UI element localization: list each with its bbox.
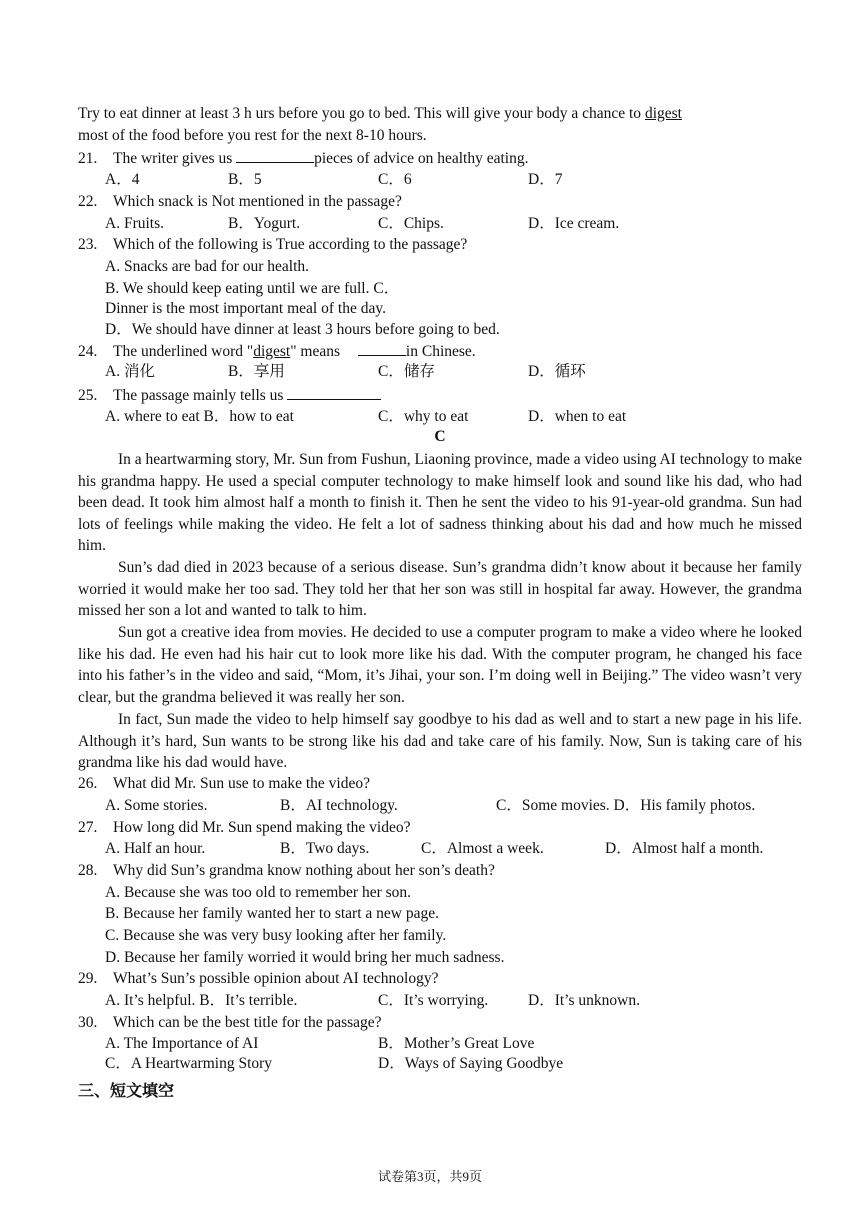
intro-line-2: most of the food before you rest for the next 8-10 hours. [78, 127, 427, 144]
intro-text: Try to eat dinner at least 3 h urs before you go to bed. This will give your body a chance to [78, 105, 645, 122]
question-text: Why did Sun’s grandma know nothing about her son’s death? [113, 862, 495, 879]
option-29-d[interactable]: D．It’s unknown. [528, 992, 640, 1009]
option-30-d[interactable]: D．Ways of Saying Goodbye [378, 1055, 564, 1072]
question-27 [78, 818, 411, 838]
option-27-d[interactable]: D．Almost half a month. [605, 840, 764, 857]
question-22 [78, 192, 402, 212]
question-24 [78, 341, 476, 362]
option-21-a[interactable]: A．4 [105, 171, 140, 188]
option-22-d[interactable]: D．Ice cream. [528, 215, 620, 232]
question-text: The writer gives us [113, 150, 237, 167]
option-30-c[interactable]: C．A Heartwarming Story [105, 1055, 273, 1072]
section-heading-3: 三、短文填空 [78, 1081, 175, 1100]
option-23-d[interactable]: D．We should have dinner at least 3 hours before going to bed. [105, 321, 500, 338]
option-30-a[interactable]: A. The Importance of AI [105, 1035, 259, 1052]
answer-blank [287, 385, 381, 400]
question-text: Which of the following is True according to the passage? [113, 236, 468, 253]
option-24-c[interactable]: C．储存 [378, 363, 435, 380]
option-23-c[interactable]: Dinner is the most important meal of the day. [105, 300, 386, 317]
option-24-b[interactable]: B．享用 [228, 363, 285, 380]
question-text: The underlined word " [113, 343, 254, 360]
option-29-c[interactable]: C．It’s worrying. [378, 992, 489, 1009]
passage-paragraph-3: Sun got a creative idea from movies. He decided to use a computer program to make a video where he looked like his dad. He even had his hair cut to look more like his dad. With the computer program, he changed his face into his father’s in the video and said, “Mom, it’s Jihai, your son. I’m doing well in Beijing.” The video wasn’t very clear, but the grandma believed it was really her son. [78, 624, 802, 706]
question-26 [78, 774, 370, 794]
question-text: How long did Mr. Sun spend making the video? [113, 819, 411, 836]
question-text-tail: pieces of advice on healthy eating. [314, 150, 529, 167]
option-29-a-b[interactable]: A. It’s helpful. B．It’s terrible. [105, 992, 298, 1009]
question-number: 27. [78, 819, 98, 836]
question-25 [78, 385, 381, 406]
question-text: Which can be the best title for the passage? [113, 1014, 382, 1031]
question-21 [78, 148, 528, 169]
question-number: 29. [78, 970, 98, 987]
section-heading-c: C [434, 428, 446, 445]
answer-blank [358, 341, 406, 356]
option-28-c[interactable]: C. Because she was very busy looking after her family. [105, 927, 447, 944]
option-22-a[interactable]: A. Fruits. [105, 215, 164, 232]
underlined-word: digest [253, 343, 291, 360]
option-25-c[interactable]: C．why to eat [378, 408, 469, 425]
intro-line-1 [78, 104, 802, 124]
option-23-a[interactable]: A. Snacks are bad for our health. [105, 258, 310, 275]
option-24-a[interactable]: A. 消化 [105, 363, 155, 380]
question-number: 23. [78, 236, 98, 253]
passage-paragraph-2: Sun’s dad died in 2023 because of a serious disease. Sun’s grandma didn’t know about it because her family worried it would make her too sad. They told her that her son was still in hospital far away. However, the grandma missed her son a lot and wanted to talk to him. [78, 559, 802, 620]
question-number: 30. [78, 1014, 98, 1031]
option-28-a[interactable]: A. Because she was too old to remember her son. [105, 884, 412, 901]
option-26-a[interactable]: A. Some stories. [105, 797, 208, 814]
option-27-c[interactable]: C．Almost a week. [421, 840, 544, 857]
page-footer: 试卷第3页，共9页 [377, 1169, 482, 1184]
option-21-d[interactable]: D．7 [528, 171, 563, 188]
question-29 [78, 969, 438, 989]
question-28 [78, 861, 495, 881]
option-28-d[interactable]: D. Because her family worried it would bring her much sadness. [105, 949, 505, 966]
question-text: Which snack is Not mentioned in the passage? [113, 193, 402, 210]
option-22-c[interactable]: C．Chips. [378, 215, 444, 232]
option-28-b[interactable]: B. Because her family wanted her to start a new page. [105, 905, 439, 922]
option-27-b[interactable]: B．Two days. [280, 840, 370, 857]
question-number: 22. [78, 193, 98, 210]
question-number: 24. [78, 343, 98, 360]
option-27-a[interactable]: A. Half an hour. [105, 840, 206, 857]
option-25-d[interactable]: D．when to eat [528, 408, 627, 425]
option-24-d[interactable]: D．循环 [528, 363, 586, 380]
option-30-b[interactable]: B．Mother’s Great Love [378, 1035, 535, 1052]
option-26-c-d[interactable]: C．Some movies. D．His family photos. [496, 797, 756, 814]
option-22-b[interactable]: B．Yogurt. [228, 215, 301, 232]
question-number: 28. [78, 862, 98, 879]
passage-paragraph-1: In a heartwarming story, Mr. Sun from Fushun, Liaoning province, made a video using AI technology to make his grandma happy. He used a special computer technology to make himself look and sound like his dad, who had been dead. It took him almost half a month to finish it. Then he sent the video to his 91-year-old grandma. Sun had lots of feelings while making the video. He felt a lot of sadness thinking about his dad and how much he missed him. [78, 451, 802, 555]
question-text: The passage mainly tells us [113, 387, 288, 404]
underlined-word-digest: digest [644, 105, 682, 122]
option-21-b[interactable]: B．5 [228, 171, 262, 188]
passage-paragraph-4: In fact, Sun made the video to help himself say goodbye to his dad as well and to start a new page in his life. Although it’s hard, Sun wants to be strong like his dad and take care of his family. Now, Sun is taking care of his grandma like his dad would have. [78, 711, 802, 772]
question-number: 26. [78, 775, 98, 792]
option-25-a-b[interactable]: A. where to eat B．how to eat [105, 408, 294, 425]
option-23-b[interactable]: B. We should keep eating until we are full. C． [105, 280, 400, 297]
option-21-c[interactable]: C．6 [378, 171, 412, 188]
answer-blank [236, 148, 314, 163]
question-23 [78, 235, 467, 255]
question-number: 25. [78, 387, 98, 404]
question-number: 21. [78, 150, 98, 167]
question-text-tail: in Chinese. [405, 343, 476, 360]
option-26-b[interactable]: B．AI technology. [280, 797, 398, 814]
question-text: What’s Sun’s possible opinion about AI technology? [113, 970, 439, 987]
question-text: What did Mr. Sun use to make the video? [113, 775, 370, 792]
question-30 [78, 1013, 382, 1033]
question-text-mid: " means [290, 343, 344, 360]
